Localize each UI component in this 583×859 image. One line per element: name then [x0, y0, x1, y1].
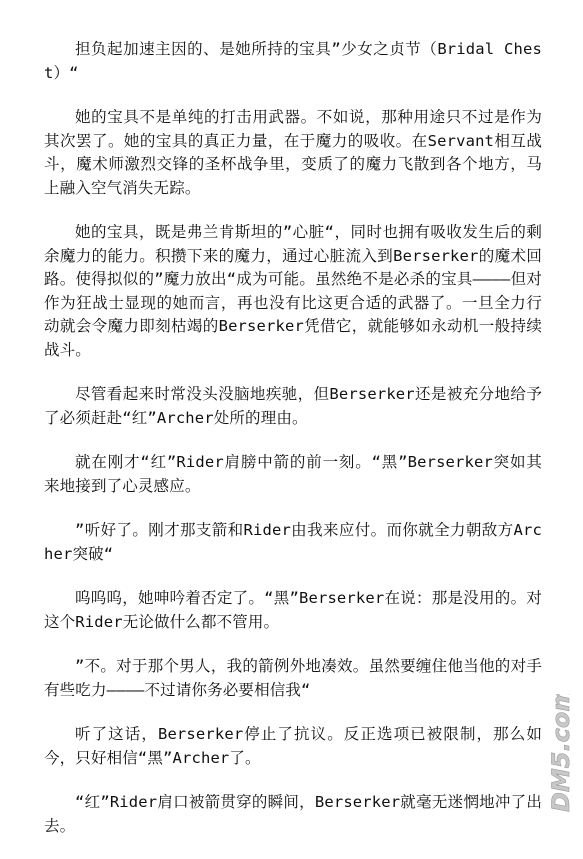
paragraph-9: 听了这话，Berserker停止了抗议。反正选项已被限制，那么如今，只好相信“黑”Archer了。 — [44, 725, 542, 767]
paragraph-8: ”不。对于那个男人，我的箭例外地凑效。虽然要缠住他当他的对手有些吃力————不过请你务必要相信我“ — [44, 657, 542, 699]
paragraph-2: 她的宝具不是单纯的打击用武器。不如说，那种用途只不过是作为其次罢了。她的宝具的真正力量，在于魔力的吸收。在Servant相互战斗，魔术师激烈交锋的圣杯战争里，变质了的魔力飞散到各个地方，马上融入空气消失无踪。 — [44, 108, 542, 197]
paragraph-10: “红”Rider肩口被箭贯穿的瞬间，Berserker就毫无迷惘地冲了出去。 — [44, 793, 542, 835]
paragraph-3: 她的宝具，既是弗兰肯斯坦的”心脏“，同时也拥有吸收发生后的剩余魔力的能力。积攒下来的魔力，通过心脏流入到Berserker的魔术回路。使得拟似的”魔力放出“成为可能。虽然绝不是必杀的宝具————但对作为狂战士显现的她而言，再也没有比这更合适的武器了。一旦全力行动就会令魔力即刻枯竭的Berserker凭借它，就能够如永动机一般持续战斗。 — [44, 223, 542, 359]
paragraph-5: 就在刚才“红”Rider肩膀中箭的前一刻。“黑”Berserker突如其来地接到了心灵感应。 — [44, 453, 542, 495]
document-body — [44, 38, 542, 859]
paragraph-1: 担负起加速主因的、是她所持的宝具”少女之贞节（Bridal Chest）“ — [44, 40, 542, 82]
paragraph-4: 尽管看起来时常没头没脑地疾驰，但Berserker还是被充分地给予了必须赶赴“红”Archer处所的理由。 — [44, 385, 542, 427]
watermark-text: DM5.com — [547, 694, 575, 812]
watermark-logo — [547, 694, 577, 816]
paragraph-6: ”听好了。刚才那支箭和Rider由我来应付。而你就全力朝敌方Archer突破“ — [44, 521, 542, 563]
paragraph-7: 呜呜呜，她呻吟着否定了。“黑”Berserker在说：那是没用的。对这个Rider无论做什么都不管用。 — [44, 589, 542, 631]
